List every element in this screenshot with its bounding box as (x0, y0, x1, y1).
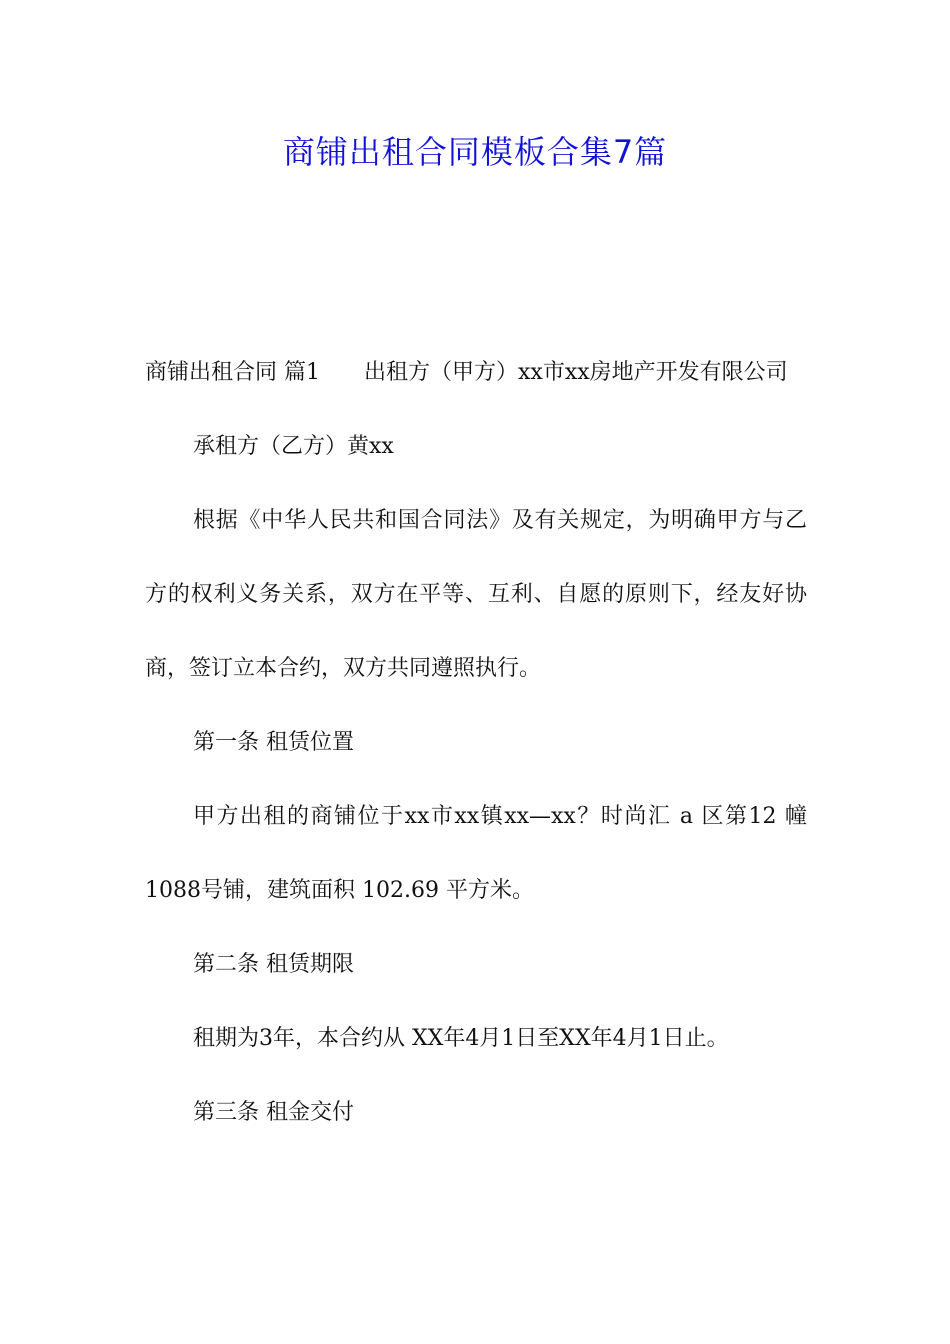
intro-paragraph: 根据《中华人民共和国合同法》及有关规定，为明确甲方与乙方的权利义务关系，双方在平等、互利、自愿的原则下，经友好协商，签订立本合约，双方共同遵照执行。 (145, 508, 807, 681)
document-body (145, 336, 807, 1150)
lessee-line: 承租方（乙方）黄xx (193, 434, 394, 459)
article-3-title: 第三条 租金交付 (193, 1100, 354, 1125)
document-title: 商铺出租合同模板合集7篇 (282, 133, 668, 171)
lessor-line: 出租方（甲方）xx市xx房地产开发有限公司 (364, 360, 788, 385)
contract-opening-paragraph (145, 336, 807, 410)
article-2-body: 租期为3年，本合约从 XX年4月1日至XX年4月1日止。 (193, 1026, 729, 1051)
article-1-title: 第一条 租赁位置 (193, 730, 354, 755)
article-2-title: 第二条 租赁期限 (193, 952, 354, 977)
article-1-body: 甲方出租的商铺位于xx市xx镇xx—xx？时尚汇 a 区第12 幢1088号铺，建筑面积 102.69 平方米。 (145, 804, 807, 903)
contract-part-heading: 商铺出租合同 篇1 (145, 360, 320, 385)
